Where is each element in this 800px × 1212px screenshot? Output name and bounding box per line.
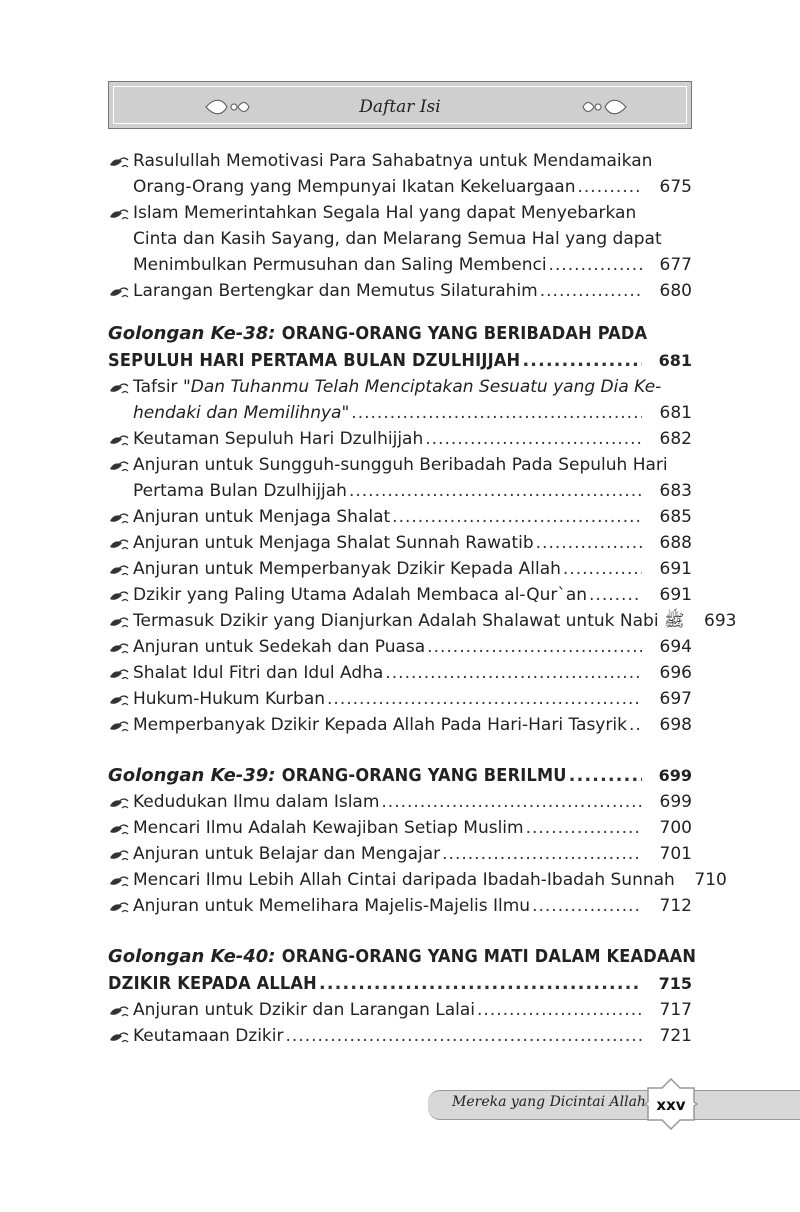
toc-entry[interactable] <box>108 789 692 815</box>
entry-text <box>133 426 423 452</box>
entry-text <box>133 1023 284 1049</box>
toc-entry[interactable] <box>108 841 692 867</box>
section-heading-text <box>108 320 647 347</box>
page-ref: 688 <box>659 533 692 553</box>
toc-entry[interactable] <box>108 686 692 712</box>
entry-text-part: Hukum-Hukum Kurban <box>133 689 326 709</box>
entry-text-part: Anjuran untuk Sungguh-sungguh Beribadah Pada Sepuluh Hari <box>133 455 668 475</box>
leaf-bullet-icon <box>108 278 130 304</box>
entry-line <box>133 426 692 452</box>
dot-leader <box>351 400 642 426</box>
dot-leader <box>425 426 642 452</box>
entry-text <box>133 400 349 426</box>
entry-text <box>133 252 547 278</box>
entry-line <box>133 452 692 478</box>
section-heading[interactable] <box>108 762 692 789</box>
entry-line <box>133 1023 692 1049</box>
page-ref: 694 <box>659 637 692 657</box>
leaf-bullet-icon <box>108 608 130 634</box>
toc-entry[interactable] <box>108 200 692 278</box>
entry-text-part: Anjuran untuk Sedekah dan Puasa <box>133 637 426 657</box>
section-heading-line <box>108 347 692 374</box>
entry-text <box>133 452 668 478</box>
entry-text <box>133 582 587 608</box>
section-title: ORANG-ORANG YANG BERILMU <box>281 765 567 786</box>
dot-leader <box>589 582 642 608</box>
section-heading-text <box>108 943 696 970</box>
toc-entry[interactable] <box>108 374 692 426</box>
entry-text-part: Kedudukan Ilmu dalam Islam <box>133 792 380 812</box>
dot-leader <box>477 997 642 1023</box>
entry-text <box>133 608 685 634</box>
page-ref: 717 <box>659 1000 692 1020</box>
leaf-bullet-icon <box>108 530 130 556</box>
entry-text-part: Mencari Ilmu Adalah Kewajiban Setiap Muslim <box>133 818 524 838</box>
section-title: DZIKIR KEPADA ALLAH <box>108 973 317 994</box>
entry-text <box>133 556 561 582</box>
leaf-bullet-icon <box>108 893 130 919</box>
entry-line <box>133 582 692 608</box>
entry-line <box>133 789 692 815</box>
entry-text <box>133 660 383 686</box>
page-ref: 691 <box>659 559 692 579</box>
entry-text <box>133 226 662 252</box>
entry-text <box>133 712 627 738</box>
entry-text-part: Tafsir " <box>133 377 191 397</box>
page-ref: 700 <box>659 818 692 838</box>
entry-text <box>133 815 524 841</box>
page-ref: 693 <box>704 611 737 631</box>
toc-entry[interactable] <box>108 556 692 582</box>
dot-leader <box>392 504 642 530</box>
toc-section <box>108 943 697 1049</box>
page-ref: 682 <box>659 429 692 449</box>
page-ref: 699 <box>659 792 692 812</box>
dot-leader <box>385 660 642 686</box>
section-title: ORANG-ORANG YANG MATI DALAM KEADAAN <box>281 946 697 967</box>
header-band <box>108 81 692 129</box>
toc-entry[interactable] <box>108 452 692 504</box>
dot-leader <box>427 634 642 660</box>
leaf-bullet-icon <box>108 712 130 738</box>
entry-line <box>133 504 692 530</box>
dot-leader <box>522 347 642 374</box>
entry-text-part: Keutamaan Dzikir <box>133 1026 284 1046</box>
dot-leader <box>286 1023 643 1049</box>
entry-text-part: hendaki dan Memilihnya <box>133 403 342 423</box>
toc-entry[interactable] <box>108 148 692 200</box>
entry-text-part: Menimbulkan Permusuhan dan Saling Membenci <box>133 255 547 275</box>
entry-text-part: Pertama Bulan Dzulhijjah <box>133 481 347 501</box>
dot-leader <box>563 556 642 582</box>
entry-text-part: Orang-Orang yang Mempunyai Ikatan Kekeluargaan <box>133 177 576 197</box>
page-ref: 680 <box>659 281 692 301</box>
leaf-bullet-icon <box>108 997 130 1023</box>
entry-text-part: Rasulullah Memotivasi Para Sahabatnya untuk Mendamaikan <box>133 151 653 171</box>
page-ref: 681 <box>659 403 692 423</box>
dot-leader <box>381 789 642 815</box>
page-ref: 697 <box>659 689 692 709</box>
entry-line <box>133 841 692 867</box>
page-ref: 701 <box>659 844 692 864</box>
header-title: Daftar Isi <box>359 97 441 117</box>
entry-text <box>133 789 379 815</box>
leaf-bullet-icon <box>108 789 130 815</box>
entry-line <box>133 634 692 660</box>
section-label: Golongan Ke-40: <box>108 946 276 967</box>
toc-entry[interactable] <box>108 608 737 634</box>
dot-leader <box>327 686 642 712</box>
leaf-bullet-icon <box>108 452 130 478</box>
entry-line <box>133 530 692 556</box>
page-ref: 712 <box>659 896 692 916</box>
toc-entry[interactable] <box>108 582 692 608</box>
dot-leader <box>319 970 642 997</box>
section-heading[interactable] <box>108 320 692 374</box>
section-heading-line <box>108 943 697 970</box>
entry-line <box>133 374 692 400</box>
leaf-bullet-icon <box>108 841 130 867</box>
leaf-bullet-icon <box>108 815 130 841</box>
page-ref: 691 <box>659 585 692 605</box>
page-ref: 696 <box>659 663 692 683</box>
entry-line <box>133 686 692 712</box>
leaf-bullet-icon <box>108 426 130 452</box>
toc-entry[interactable] <box>108 278 692 304</box>
leaf-bullet-icon <box>108 686 130 712</box>
page-ref: 699 <box>658 766 692 785</box>
entry-line <box>133 278 692 304</box>
entry-text-part: Shalat Idul Fitri dan Idul Adha <box>133 663 384 683</box>
page-ref: 721 <box>659 1026 692 1046</box>
dot-leader <box>536 530 642 556</box>
section-heading-text <box>108 347 520 374</box>
entry-text-part: " <box>341 403 350 423</box>
section-heading-line <box>108 970 692 997</box>
header-inner-frame <box>113 86 687 124</box>
leaf-bullet-icon <box>108 660 130 686</box>
entry-text-part: Anjuran untuk Memperbanyak Dzikir Kepada Allah <box>133 559 561 579</box>
toc-entry[interactable] <box>108 893 692 919</box>
section-heading-line <box>108 762 692 789</box>
dot-leader <box>629 712 642 738</box>
entry-text-part: Anjuran untuk Belajar dan Mengajar <box>133 844 441 864</box>
toc-entry[interactable] <box>108 815 692 841</box>
entry-text-part: Anjuran untuk Menjaga Shalat <box>133 507 391 527</box>
page-ref: 710 <box>694 870 727 890</box>
entry-text-part: Keutaman Sepuluh Hari Dzulhijjah <box>133 429 424 449</box>
section-heading[interactable] <box>108 943 697 997</box>
entry-text-part: Dzikir yang Paling Utama Adalah Membaca al-Qur`an <box>133 585 588 605</box>
entry-text <box>133 374 661 400</box>
entry-line <box>133 252 692 278</box>
entry-text-part: Larangan Bertengkar dan Memutus Silaturahim <box>133 281 538 301</box>
section-heading-text <box>108 762 567 789</box>
toc-entry[interactable] <box>108 504 692 530</box>
leaf-bullet-icon <box>108 634 130 660</box>
entry-text <box>133 997 475 1023</box>
floral-ornament-icon <box>582 96 628 118</box>
entry-line <box>133 867 727 893</box>
toc-entry[interactable] <box>108 1023 692 1049</box>
section-title: SEPULUH HARI PERTAMA BULAN DZULHIJJAH <box>108 350 521 371</box>
dot-leader <box>578 174 643 200</box>
entry-text <box>133 478 347 504</box>
leaf-bullet-icon <box>108 867 130 893</box>
page-ref: 683 <box>659 481 692 501</box>
leaf-bullet-icon <box>108 556 130 582</box>
dot-leader <box>526 815 642 841</box>
toc-entry[interactable] <box>108 660 692 686</box>
entry-line <box>133 712 692 738</box>
entry-text-part: Mencari Ilmu Lebih Allah Cintai daripada Ibadah-Ibadah Sunnah <box>133 870 675 890</box>
entry-line <box>133 148 692 174</box>
toc-entry[interactable] <box>108 530 692 556</box>
page-ref: 685 <box>659 507 692 527</box>
entry-text-part: Anjuran untuk Memelihara Majelis-Majelis Ilmu <box>133 896 531 916</box>
entry-text <box>133 278 538 304</box>
entry-text-part: Anjuran untuk Menjaga Shalat Sunnah Rawatib <box>133 533 534 553</box>
entry-text <box>133 504 390 530</box>
entry-line <box>133 226 692 252</box>
entry-text <box>133 148 652 174</box>
toc-section <box>108 320 737 738</box>
section-label: Golongan Ke-38: <box>108 323 276 344</box>
dot-leader <box>540 278 642 304</box>
toc-entry[interactable] <box>108 997 692 1023</box>
entry-text-part: Termasuk Dzikir yang Dianjurkan Adalah Shalawat untuk Nabi ﷺ <box>133 611 685 631</box>
dot-leader <box>349 478 642 504</box>
section-heading-text <box>108 970 317 997</box>
leaf-bullet-icon <box>108 582 130 608</box>
dot-leader <box>442 841 642 867</box>
entry-line <box>133 400 692 426</box>
toc-entry[interactable] <box>108 712 692 738</box>
toc-section <box>108 762 727 919</box>
page-ref: 715 <box>658 974 692 993</box>
leaf-bullet-icon <box>108 1023 130 1049</box>
toc-entry[interactable] <box>108 634 692 660</box>
table-of-contents <box>108 148 737 1049</box>
entry-text-part: Cinta dan Kasih Sayang, dan Melarang Semua Hal yang dapat <box>133 229 662 249</box>
entry-text <box>133 867 675 893</box>
leaf-bullet-icon <box>108 504 130 530</box>
entry-text <box>133 686 325 712</box>
section-label: Golongan Ke-39: <box>108 765 276 786</box>
entry-text <box>133 893 530 919</box>
entry-text <box>133 200 636 226</box>
dot-leader <box>549 252 642 278</box>
page-ref: 677 <box>659 255 692 275</box>
entry-line <box>133 174 692 200</box>
page-ref: 675 <box>659 177 692 197</box>
footer-book-title: Mereka yang Dicintai Allah <box>452 1094 646 1110</box>
section-heading-line <box>108 320 692 347</box>
entry-line <box>133 893 692 919</box>
entry-line <box>133 997 692 1023</box>
entry-line <box>133 608 737 634</box>
toc-entry[interactable] <box>108 426 692 452</box>
entry-text <box>133 634 425 660</box>
page-ref: 681 <box>658 351 692 370</box>
entry-text-part: Anjuran untuk Dzikir dan Larangan Lalai <box>133 1000 476 1020</box>
leaf-bullet-icon <box>108 200 130 226</box>
section-title: ORANG-ORANG YANG BERIBADAH PADA <box>281 323 648 344</box>
entry-line <box>133 660 692 686</box>
entry-line <box>133 556 692 582</box>
toc-entry[interactable] <box>108 867 727 893</box>
leaf-bullet-icon <box>108 148 130 174</box>
entry-text-part: Islam Memerintahkan Segala Hal yang dapat Menyebarkan <box>133 203 637 223</box>
entry-text <box>133 530 534 556</box>
entry-text-part: Memperbanyak Dzikir Kepada Allah Pada Hari-Hari Tasyrik <box>133 715 627 735</box>
entry-text <box>133 841 440 867</box>
leaf-bullet-icon <box>108 374 130 400</box>
entry-line <box>133 200 692 226</box>
entry-line <box>133 478 692 504</box>
entry-line <box>133 815 692 841</box>
entry-text-part: Dan Tuhanmu Telah Menciptakan Sesuatu yang Dia Ke- <box>190 377 662 397</box>
page-number: xxv <box>656 1096 686 1114</box>
entry-text <box>133 174 576 200</box>
dot-leader <box>532 893 642 919</box>
page-ref: 698 <box>659 715 692 735</box>
dot-leader <box>569 762 642 789</box>
